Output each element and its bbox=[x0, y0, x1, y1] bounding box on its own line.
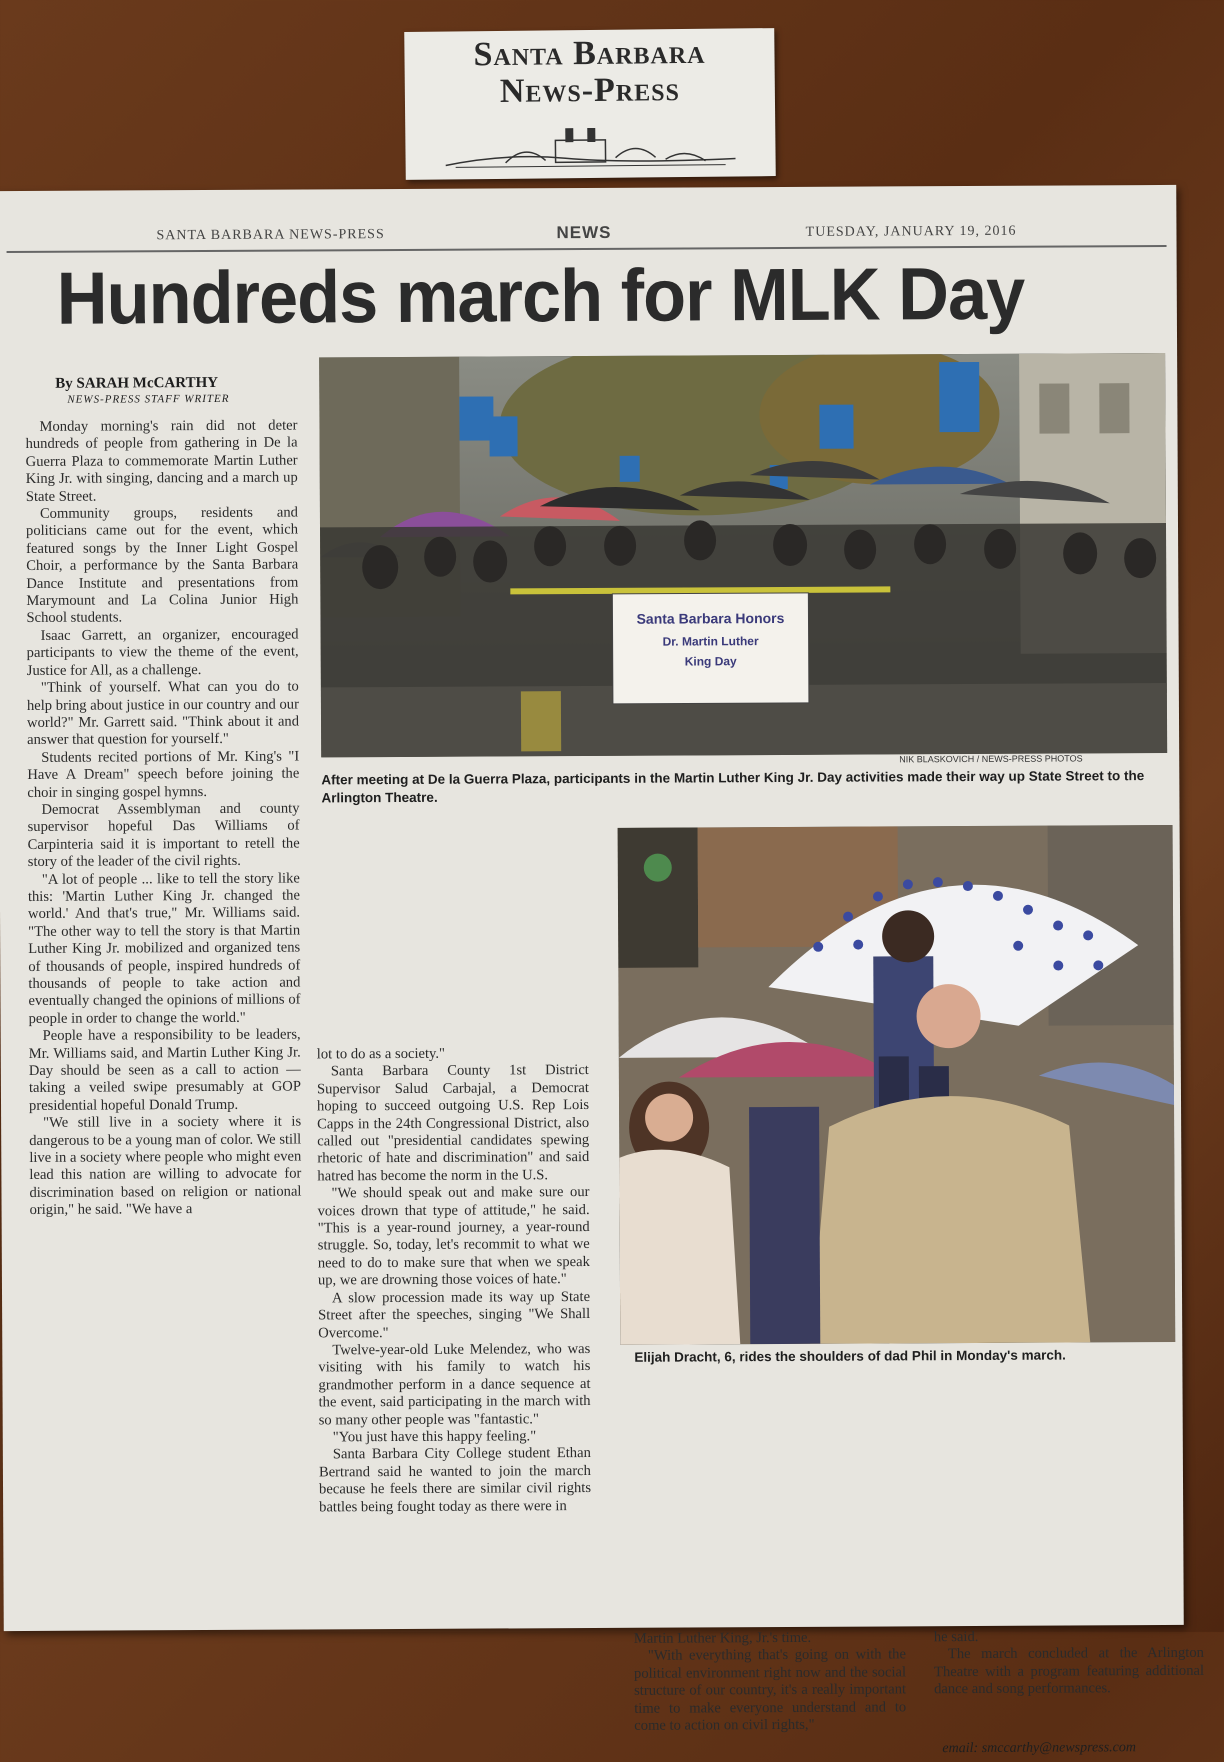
paragraph: "Think of yourself. What can you do to help bring about justice in our country and our world?" Mr. Garrett said. "Think about it and answer that question for yourself." bbox=[26, 678, 300, 749]
article-column-4 bbox=[934, 1628, 1204, 1699]
paragraph: "We still live in a society where it is dangerous to be a young man of color. We still live in a society where people who might even lead this nation are willing to advocate for discrimination based on religion or national origin," he said. "We have a bbox=[29, 1113, 302, 1219]
page-folio bbox=[156, 224, 1016, 249]
paragraph: he said. bbox=[933, 1628, 979, 1646]
paragraph: "A lot of people ... like to tell the story like this: 'Martin Luther King Jr. changed the world.' And that's true," Mr. Williams said. "The other way to tell the story is that Martin Luther King Jr. mobilized and organized tens of thousands of people, inspired hundreds of thousands of people to take action and eventually changed the opinions of millions of people in order to change the world." bbox=[27, 870, 301, 1027]
newspaper-clipping bbox=[0, 185, 1205, 1757]
paragraph: Community groups, residents and politicians came out for the event, which featured songs by the Inner Light Gospel Choir, a performance by the Santa Barbara Dance Institute and presentations from Marymount and La Colina Junior High School students. bbox=[25, 504, 299, 627]
article-column-2 bbox=[317, 1045, 592, 1636]
article-column-1 bbox=[25, 418, 303, 1609]
paragraph: "We should speak out and make sure our voices drown that type of attitude," he said. "This is a year-round journey, a year-round struggle. So, today, let's recommit to what we need to do to make sure that when we speak up, we are drowning those voices of hate." bbox=[317, 1184, 590, 1289]
folio-paper-name: SANTA BARBARA NEWS-PRESS bbox=[156, 227, 385, 244]
paragraph: "You just have this happy feeling." bbox=[332, 1428, 537, 1446]
father-son-photo bbox=[618, 825, 1176, 1345]
banner-line2: Dr. Martin Luther bbox=[662, 634, 759, 649]
photo-caption-2: Elijah Dracht, 6, rides the shoulders of dad Phil in Monday's march. bbox=[634, 1347, 1066, 1365]
article-column-3 bbox=[634, 1629, 907, 1735]
author-email: email: smccarthy@newspress.com bbox=[942, 1740, 1136, 1757]
photo-credit: NIK BLASKOVICH / NEWS-PRESS PHOTOS bbox=[899, 753, 1083, 765]
photo-caption-1: After meeting at De la Guerra Plaza, participants in the Martin Luther King Jr. Day activities made their way up State Street to the Arlington Theatre. bbox=[321, 768, 1145, 806]
paragraph: Students recited portions of Mr. King's "I Have A Dream" speech before joining the choir in singing gospel hymns. bbox=[27, 748, 300, 801]
masthead-title-line1: Santa Barbara bbox=[473, 33, 706, 74]
paragraph: Santa Barbara County 1st District Supervisor Salud Carbajal, a Democrat hoping to succeed outgoing U.S. Rep Lois Capps in the 24th Congressional District, also called out "presidential candidates spewing rhetoric of hate and discrimination" and said hatred has become the norm in the U.S. bbox=[316, 1062, 590, 1185]
paragraph: The march concluded at the Arlington Theatre with a program featuring additional dance and song performances. bbox=[933, 1645, 1205, 1698]
march-photo bbox=[319, 353, 1167, 757]
paragraph: Monday morning's rain did not deter hundreds of people from gathering in De la Guerra Plaza to commemorate Martin Luther King Jr. with singing, dancing and a march up State Street. bbox=[25, 417, 298, 505]
paragraph: lot to do as a society." bbox=[316, 1045, 446, 1063]
banner-line1: Santa Barbara Honors bbox=[636, 609, 785, 627]
byline: By SARAH McCARTHY bbox=[55, 374, 219, 392]
masthead-clipping bbox=[404, 28, 776, 180]
paragraph: Democrat Assemblyman and county supervisor hopeful Das Williams of Carpinteria said it is important to retell the story of the leader of the civil rights. bbox=[27, 800, 300, 871]
paragraph: People have a responsibility to be leaders, Mr. Williams said, and Martin Luther King Jr. Day should be seen as a call to action — taking a veiled swipe presumably at GOP presidential hopeful Donald Trump. bbox=[28, 1026, 301, 1114]
byline-title: NEWS-PRESS STAFF WRITER bbox=[67, 392, 230, 406]
banner-line3: King Day bbox=[684, 654, 737, 669]
paragraph: Isaac Garrett, an organizer, encouraged participants to view the theme of the event, Justice for All, as a challenge. bbox=[26, 626, 299, 679]
paragraph: Twelve-year-old Luke Melendez, who was visiting with his family to watch his grandmother perform in a dance sequence at the event, said participating in the march with so many other people was "fantastic." bbox=[318, 1340, 591, 1428]
folio-section: NEWS bbox=[556, 222, 612, 243]
masthead-mission-illustration bbox=[445, 120, 736, 173]
masthead-title-line2: News-Press bbox=[499, 71, 681, 110]
paragraph: A slow procession made its way up State Street after the speeches, singing "We Shall Overcome." bbox=[318, 1288, 591, 1341]
folio-date: TUESDAY, JANUARY 19, 2016 bbox=[805, 223, 1017, 240]
headline: Hundreds march for MLK Day bbox=[56, 251, 1025, 340]
paragraph: Martin Luther King, Jr.'s time. bbox=[633, 1629, 812, 1647]
paragraph: Santa Barbara City College student Ethan Bertrand said he wanted to join the march because he feels there are similar civil rights battles being fought today as there were in bbox=[318, 1445, 592, 1515]
paragraph: "With everything that's going on with the political environment right now and the social structure of our country, it's a really important time to make everyone understand and to come to action on civil rights," bbox=[633, 1646, 907, 1734]
